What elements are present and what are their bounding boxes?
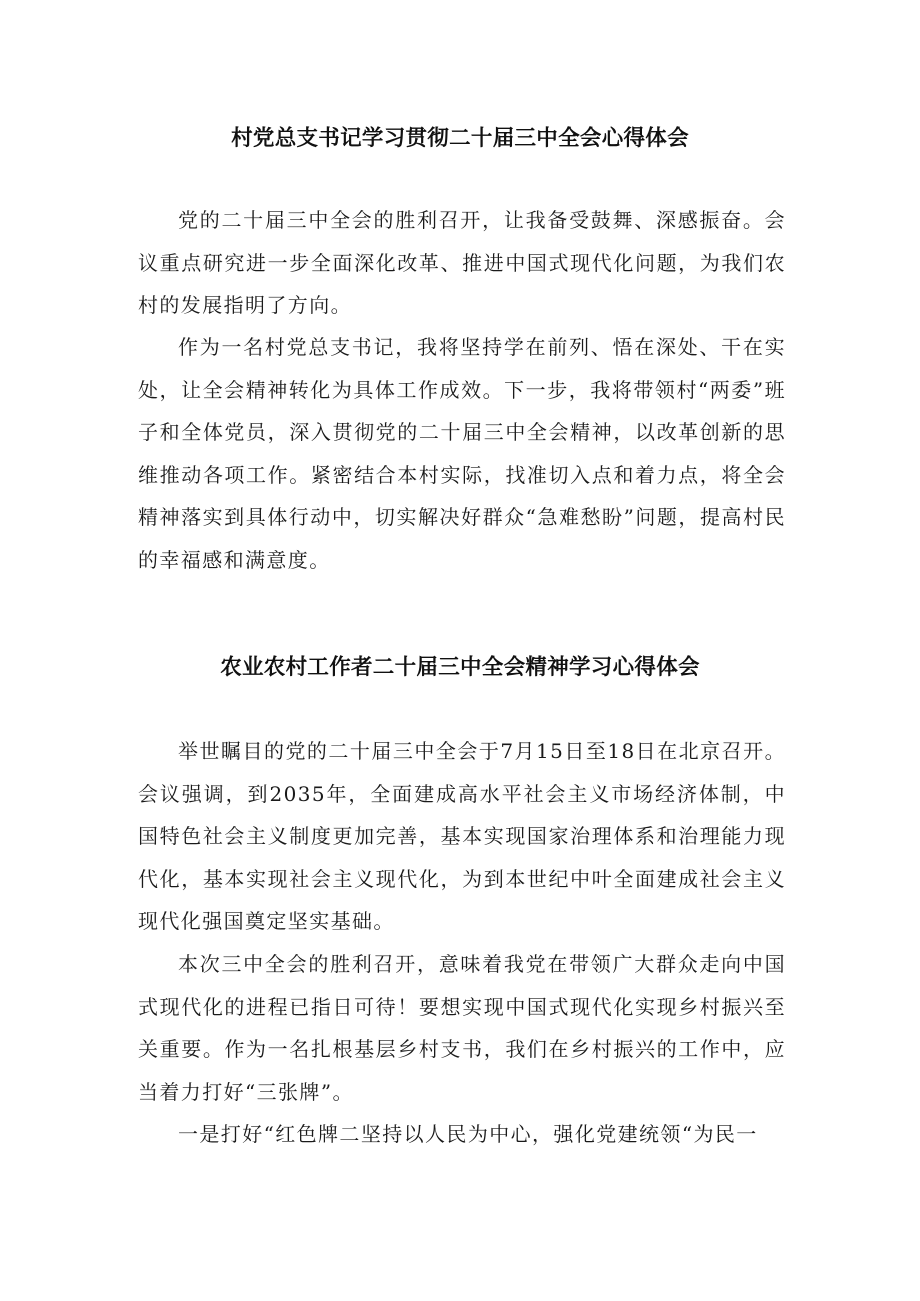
article-title-1: 村党总支书记学习贯彻二十届三中全会心得体会 — [231, 126, 689, 151]
article2-paragraph-2: 本次三中全会的胜利召开，意味着我党在带领广大群众走向中国式现代化的进程已指日可待！要想实现中国式现代化实现乡村振兴至关重要。作为一名扎根基层乡村支书，我们在乡村振兴的工作中，应当着力打好“三张牌”。 — [138, 952, 786, 1104]
article-title-2: 农业农村工作者二十届三中全会精神学习心得体会 — [220, 655, 700, 680]
article2-paragraph-1: 举世瞩目的党的二十届三中全会于7月15日至18日在北京召开。会议强调，到2035年，全面建成高水平社会主义市场经济体制，中国特色社会主义制度更加完善，基本实现国家治理体系和治理能力现代化，基本实现社会主义现代化，为到本世纪中叶全面建成社会主义现代化强国奠定坚实基础。 — [138, 739, 786, 933]
article1-paragraph-1: 党的二十届三中全会的胜利召开，让我备受鼓舞、深感振奋。会议重点研究进一步全面深化改革、推进中国式现代化问题，为我们农村的发展指明了方向。 — [138, 208, 786, 317]
article2-paragraph-3: 一是打好“红色牌二坚持以人民为中心，强化党建统领“为民一 — [178, 1122, 758, 1146]
article1-paragraph-2: 作为一名村党总支书记，我将坚持学在前列、悟在深处、干在实处，让全会精神转化为具体工作成效。下一步，我将带领村“两委”班子和全体党员，深入贯彻党的二十届三中全会精神，以改革创新的思维推动各项工作。紧密结合本村实际，找准切入点和着力点，将全会精神落实到具体行动中，切实解决好群众“急难愁盼”问题，提高村民的幸福感和满意度。 — [138, 335, 786, 572]
